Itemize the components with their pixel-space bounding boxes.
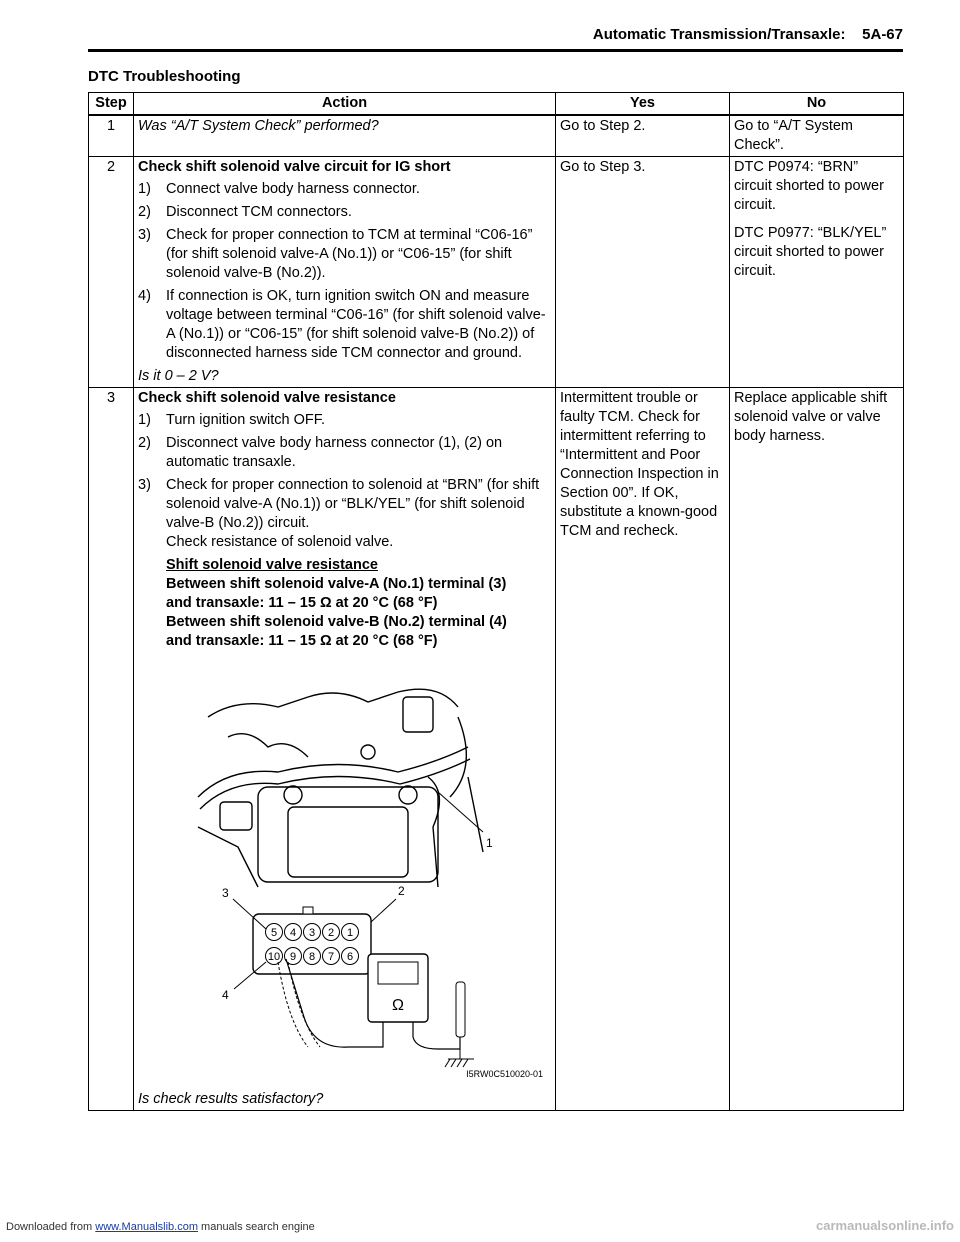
list-item: 2) Disconnect valve body harness connector (1), (2) on automatic transaxle. (138, 435, 503, 470)
callout-2: 2 (398, 884, 405, 898)
spec-line: and transaxle: 11 – 15 Ω at 20 °C (68 °F) (166, 595, 438, 611)
spec-line: and transaxle: 11 – 15 Ω at 20 °C (68 °F) (166, 633, 438, 649)
section-title: DTC Troubleshooting (88, 68, 241, 85)
yes-cell: Go to Step 2. (556, 115, 730, 157)
manualslib-link[interactable]: www.Manualslib.com (95, 1221, 198, 1233)
no-cell (730, 157, 904, 388)
connector-pin-label: 3 (308, 927, 316, 939)
resistance-check-figure (138, 677, 548, 1082)
step-number: 2 (89, 157, 134, 388)
callout-line-2 (371, 899, 396, 922)
transaxle-illustration (198, 689, 483, 887)
figure-code: I5RW0C510020-01 (466, 1069, 543, 1079)
list-item: 3) Check for proper connection to solenoid at “BRN” (for shift solenoid valve-A (No.1)) or “BLK/YEL” (for shift solenoid valve-B (No.2)) circuit. Check resistance of solenoid valve. (138, 477, 540, 550)
table-row (89, 388, 904, 1111)
column-header-action: Action (134, 93, 556, 116)
no-result-p0977: DTC P0977: “BLK/YEL” circuit shorted to power circuit. (734, 225, 887, 279)
connector-pin-label: 4 (289, 927, 297, 939)
list-item: 4) If connection is OK, turn ignition switch ON and measure voltage between terminal “C06-16” (for shift solenoid valve-A (No.1)) or “C06-15” (for shift solenoid valve-B (No.2)) of disconnected harness side TCM connector and ground. (138, 288, 546, 361)
ohmmeter (368, 954, 428, 1022)
action-question: Is check results satisfactory? (138, 1091, 324, 1107)
list-item: 1) Turn ignition switch OFF. (138, 412, 326, 428)
no-cell: Replace applicable shift solenoid valve or valve body harness. (730, 388, 904, 1111)
probe-lead-b (288, 962, 320, 1047)
table-row (89, 157, 904, 388)
column-header-yes: Yes (556, 93, 730, 116)
table-header-row (89, 93, 904, 116)
column-header-no: No (730, 93, 904, 116)
list-item: 2) Disconnect TCM connectors. (138, 204, 352, 220)
download-footer: Downloaded from www.Manualslib.com manuals search engine (6, 1221, 315, 1233)
list-item: 1) Connect valve body harness connector. (138, 181, 420, 197)
spec-line: Between shift solenoid valve-A (No.1) terminal (3) (166, 576, 507, 592)
step-number: 3 (89, 388, 134, 1111)
ground-symbol-icon (445, 1059, 474, 1067)
probe-lead-a (278, 962, 308, 1047)
action-title: Check shift solenoid valve circuit for IG short (138, 159, 451, 175)
action-question: Was “A/T System Check” performed? (134, 115, 556, 157)
yes-cell: Intermittent trouble or faulty TCM. Check for intermittent referring to “Intermittent and Poor Connection Inspection in Section 00”. If OK, substitute a known-good TCM and recheck. (556, 388, 730, 1111)
callout-line-4 (234, 962, 266, 989)
connector-pin-label: 7 (327, 951, 335, 963)
spec-heading: Shift solenoid valve resistance (166, 557, 378, 573)
connector-pin-label: 6 (346, 951, 354, 963)
no-result-p0974: DTC P0974: “BRN” circuit shorted to power circuit. (734, 159, 884, 213)
connector-pin-label: 2 (327, 927, 335, 939)
header-rule (88, 49, 903, 52)
page-header (88, 26, 903, 43)
ohm-symbol: Ω (392, 997, 404, 1014)
page-number: 5A-67 (862, 26, 903, 43)
action-cell (134, 388, 556, 1111)
action-title: Check shift solenoid valve resistance (138, 390, 396, 406)
action-cell (134, 157, 556, 388)
spec-line: Between shift solenoid valve-B (No.2) terminal (4) (166, 614, 507, 630)
callout-1: 1 (486, 836, 493, 850)
header-title: Automatic Transmission/Transaxle: (592, 26, 846, 43)
connector-pin-label: 10 (267, 951, 281, 963)
harness-connector (253, 907, 371, 974)
dtc-table (88, 92, 904, 1111)
no-cell: Go to “A/T System Check”. (730, 115, 904, 157)
spec-block (166, 556, 551, 651)
connector-pin-label: 8 (308, 951, 316, 963)
callout-3: 3 (222, 886, 229, 900)
probe (456, 982, 465, 1037)
column-header-step: Step (89, 93, 134, 116)
list-item: 3) Check for proper connection to TCM at terminal “C06-16” (for shift solenoid valve-A (No.1)) or “C06-15” (for shift solenoid valve-B (No.2)). (138, 227, 533, 281)
step-number: 1 (89, 115, 134, 157)
action-steps (138, 411, 551, 552)
table-row (89, 115, 904, 157)
callout-4: 4 (222, 988, 229, 1002)
watermark: carmanualsonline.info (816, 1218, 954, 1233)
connector-pin-label: 5 (270, 927, 278, 939)
action-question: Is it 0 – 2 V? (138, 368, 219, 384)
yes-cell: Go to Step 3. (556, 157, 730, 388)
connector-pin-label: 9 (289, 951, 297, 963)
connector-pin-label: 1 (346, 927, 354, 939)
callout-line-1 (438, 792, 483, 832)
action-steps (138, 180, 551, 363)
